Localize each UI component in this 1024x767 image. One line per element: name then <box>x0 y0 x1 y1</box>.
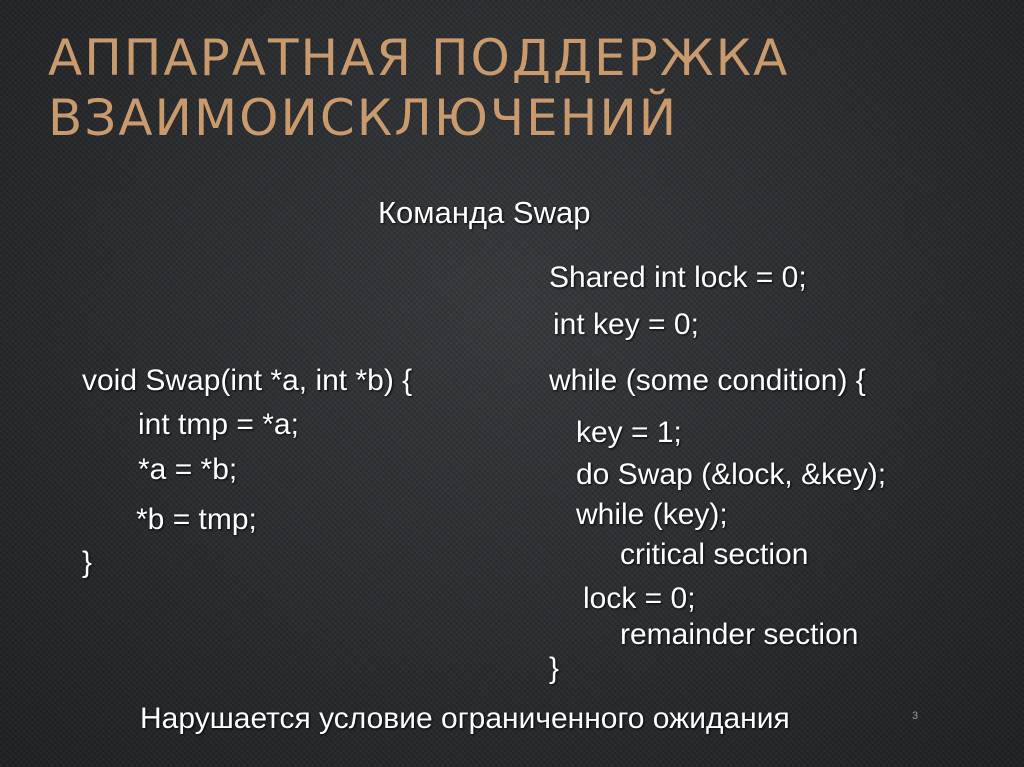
subtitle: Команда Swap <box>378 195 591 230</box>
page-number: 3 <box>912 710 919 722</box>
slide-title-line-1: АППАРАТНАЯ ПОДДЕРЖКА <box>48 29 790 87</box>
code-line: lock = 0; <box>583 582 696 615</box>
slide-title <box>48 28 988 148</box>
code-line: remainder section <box>620 618 859 651</box>
footer-note: Нарушается условие ограниченного ожидания <box>140 702 790 735</box>
code-line: *b = tmp; <box>136 503 257 536</box>
slide-title-line-2: ВЗАИМОИСКЛЮЧЕНИЙ <box>48 89 679 147</box>
code-line: *a = *b; <box>138 453 238 486</box>
code-line: void Swap(int *a, int *b) { <box>82 364 413 397</box>
code-line: Shared int lock = 0; <box>549 261 807 294</box>
code-line: while (key); <box>576 498 728 531</box>
code-line: do Swap (&lock, &key); <box>576 458 887 491</box>
code-line: key = 1; <box>576 416 682 449</box>
code-line: while (some condition) { <box>549 364 866 397</box>
code-line: critical section <box>620 538 809 571</box>
code-line: } <box>549 652 560 685</box>
code-line: int tmp = *a; <box>138 408 299 441</box>
code-line: } <box>82 546 93 579</box>
code-line: int key = 0; <box>553 308 699 341</box>
